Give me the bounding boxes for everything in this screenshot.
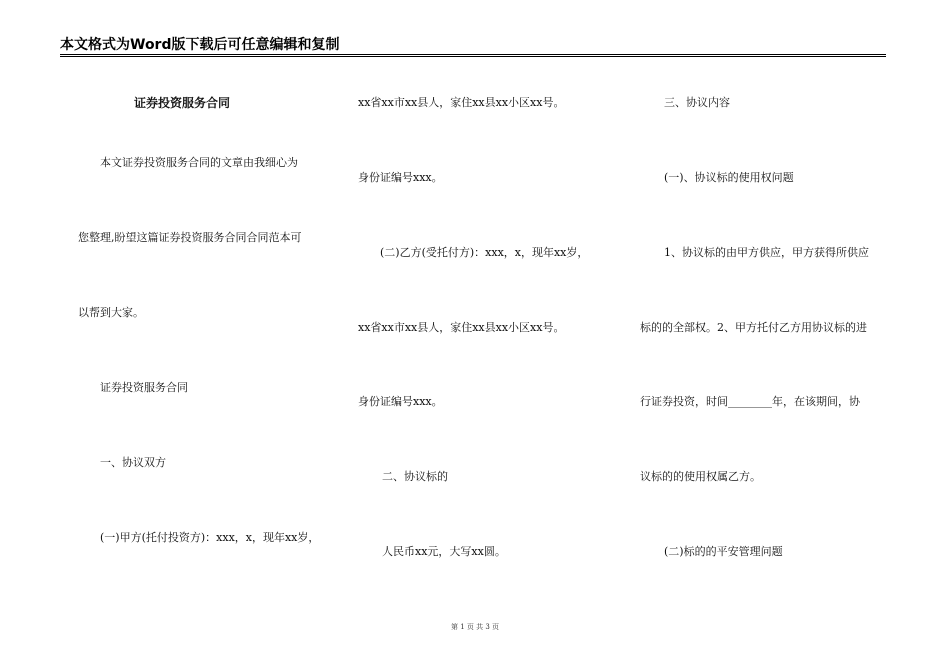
col3-line: (一)、协议标的使用权问题 xyxy=(664,171,794,184)
col1-line: (一)甲方(托付投资方)：xxx，x，现年xx岁， xyxy=(100,531,320,544)
document-title: 证券投资服务合同 xyxy=(134,96,231,110)
col3-line: (二)标的的平安管理问题 xyxy=(664,545,783,558)
col1-line: 以帮到大家。 xyxy=(78,306,144,319)
page-number: 第 1 页 共 3 页 xyxy=(450,623,500,631)
col3-line: 1、协议标的由甲方供应，甲方获得所供应 xyxy=(664,246,869,259)
col2-line: (二)乙方(受托付方)：xxx，x，现年xx岁， xyxy=(380,246,589,259)
col1-line: 您整理,盼望这篇证券投资服务合同合同范本可 xyxy=(78,231,302,244)
document-header: 本文格式为Word版下载后可任意编辑和复制 xyxy=(60,37,340,53)
header-rule xyxy=(60,54,886,55)
col1-line: 一、协议双方 xyxy=(100,456,166,469)
col1-line: 证券投资服务合同 xyxy=(100,381,188,394)
col3-line: 行证券投资，时间________年，在该期间，协 xyxy=(640,395,860,408)
col1-line: 本文证券投资服务合同的文章由我细心为 xyxy=(100,156,298,169)
col3-line: 三、协议内容 xyxy=(664,96,730,109)
col2-line: 人民币xx元，大写xx圆。 xyxy=(382,545,506,558)
col3-line: 议标的的使用权属乙方。 xyxy=(640,470,761,483)
header-rule-thin xyxy=(60,56,886,57)
col2-line: 身份证编号xxx。 xyxy=(358,395,443,408)
col3-line: 标的的全部权。2、甲方托付乙方用协议标的进 xyxy=(640,321,867,334)
col2-line: xx省xx市xx县人，家住xx县xx小区xx号。 xyxy=(358,96,565,109)
col2-line: xx省xx市xx县人，家住xx县xx小区xx号。 xyxy=(358,321,565,334)
col2-line: 二、协议标的 xyxy=(382,470,448,483)
col2-line: 身份证编号xxx。 xyxy=(358,171,443,184)
